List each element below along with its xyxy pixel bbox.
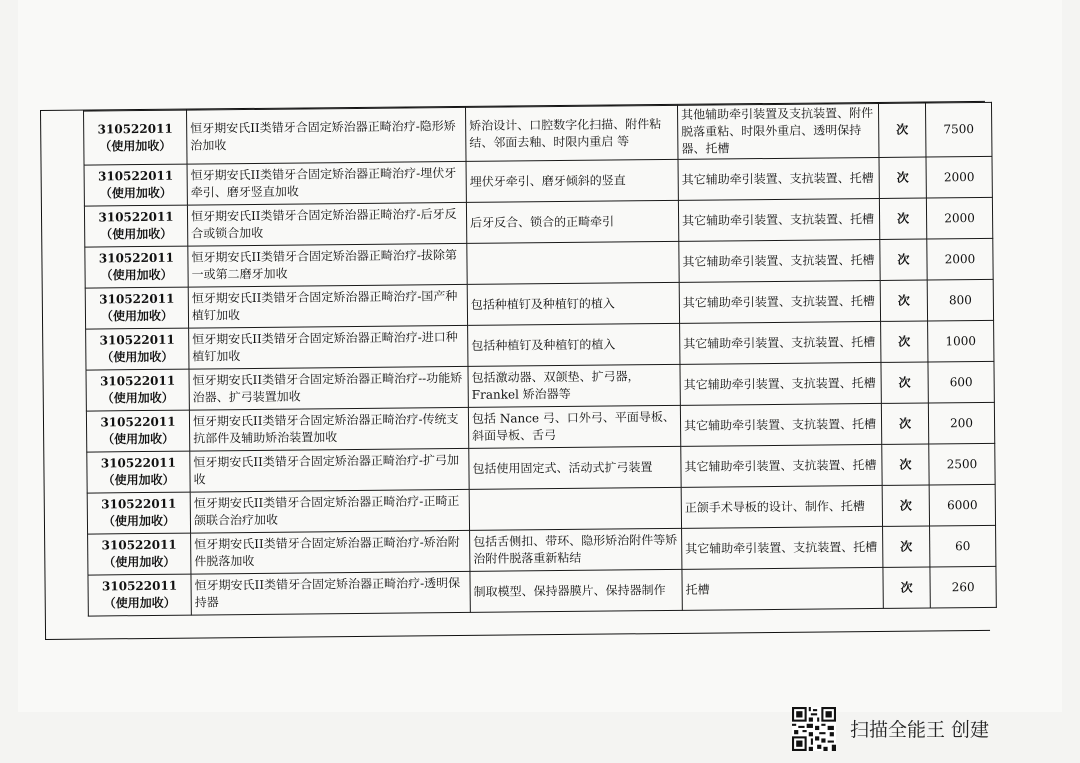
- cell-price: 7500: [925, 102, 992, 157]
- cell-name: 恒牙期安氏II类错牙合固定矫治器正畸治疗--功能矫治器、扩弓装置加收: [189, 366, 468, 410]
- cell-content: 埋伏牙牵引、磨牙倾斜的竖直: [466, 159, 678, 202]
- cell-unit: 次: [880, 239, 927, 280]
- cell-name: 恒牙期安氏II类错牙合固定矫治器正畸治疗-拔除第一或第二磨牙加收: [188, 243, 467, 287]
- cell-content: 包括激动器、双颌垫、扩弓器，Frankel 矫治器等: [468, 364, 680, 407]
- cell-price: 60: [930, 525, 996, 567]
- cell-content: 包括使用固定式、活动式扩弓装置: [469, 446, 681, 489]
- cell-excluded: 托槽: [682, 567, 883, 610]
- cell-name: 恒牙期安氏II类错牙合固定矫治器正畸治疗-进口种植钉加收: [189, 325, 468, 369]
- cell-name: 恒牙期安氏II类错牙合固定矫治器正畸治疗-透明保持器: [191, 571, 470, 615]
- fee-table: [83, 102, 997, 617]
- cell-content: [467, 241, 679, 284]
- cell-content: 包括 Nance 弓、口外弓、平面导板、斜面导板、舌弓: [468, 405, 680, 448]
- cell-unit: 次: [879, 198, 926, 239]
- cell-excluded: 其他辅助牵引装置及支抗装置、附件脱落重粘、时限外重启、透明保持器、托槽: [677, 103, 879, 159]
- cell-price: 2000: [926, 156, 992, 198]
- cell-content: [469, 487, 681, 530]
- cell-name: 恒牙期安氏II类错牙合固定矫治器正畸治疗-扩弓加收: [190, 448, 469, 492]
- scanner-app-label: 扫描全能王 创建: [850, 719, 990, 741]
- cell-code: 310522011（使用加收）: [86, 410, 189, 452]
- cell-unit: 次: [881, 362, 928, 403]
- cell-code: 310522011（使用加收）: [85, 287, 188, 329]
- cell-name: 恒牙期安氏II类错牙合固定矫治器正畸治疗-埋伏牙牵引、磨牙竖直加收: [187, 161, 466, 205]
- qr-code-icon: [792, 707, 836, 751]
- cell-unit: 次: [878, 103, 926, 157]
- cell-code: 310522011（使用加收）: [86, 369, 189, 411]
- cell-content: 矫治设计、口腔数字化扫描、附件粘结、邻面去釉、时限内重启 等: [465, 105, 678, 161]
- cell-code: 310522011（使用加收）: [87, 492, 190, 534]
- cell-code: 310522011（使用加收）: [88, 574, 191, 616]
- cell-name: 恒牙期安氏II类错牙合固定矫治器正畸治疗-国产种植钉加收: [188, 284, 467, 328]
- cell-unit: 次: [883, 526, 930, 567]
- cell-excluded: 其它辅助牵引装置、支抗装置、托槽: [680, 403, 881, 446]
- cell-name: 恒牙期安氏II类错牙合固定矫治器正畸治疗-隐形矫治加收: [187, 107, 467, 164]
- cell-content: 制取模型、保持器膜片、保持器制作: [470, 569, 682, 612]
- cell-code: 310522011（使用加收）: [87, 451, 190, 493]
- cell-excluded: 其它辅助牵引装置、支抗装置、托槽: [680, 321, 881, 364]
- cell-content: 包括舌侧扣、带环、隐形矫治附件等矫治附件脱落重新粘结: [470, 528, 682, 571]
- cell-excluded: 正颌手术导板的设计、制作、托槽: [681, 485, 882, 528]
- cell-excluded: 其它辅助牵引装置、支抗装置、托槽: [681, 444, 882, 487]
- cell-code: 310522011（使用加收）: [84, 164, 187, 206]
- cell-price: 6000: [929, 484, 995, 526]
- fee-table-frame: [40, 101, 990, 640]
- cell-excluded: 其它辅助牵引装置、支抗装置、托槽: [680, 362, 881, 405]
- cell-name: 恒牙期安氏II类错牙合固定矫治器正畸治疗-矫治附件脱落加收: [191, 530, 470, 574]
- cell-code: 310522011（使用加收）: [88, 533, 191, 575]
- cell-unit: 次: [879, 157, 926, 198]
- cell-content: 后牙反合、锁合的正畸牵引: [466, 200, 678, 243]
- cell-name: 恒牙期安氏II类错牙合固定矫治器正畸治疗-后牙反合或锁合加收: [187, 202, 466, 246]
- cell-price: 1000: [928, 320, 994, 362]
- cell-price: 600: [928, 361, 994, 403]
- cell-price: 200: [928, 402, 994, 444]
- table-row: [84, 102, 992, 165]
- cell-code: 310522011（使用加收）: [84, 110, 188, 165]
- cell-content: 包括种植钉及种植钉的植入: [468, 323, 680, 366]
- cell-unit: 次: [880, 280, 927, 321]
- cell-price: 800: [927, 279, 993, 321]
- cell-price: 2000: [927, 238, 993, 280]
- cell-unit: 次: [882, 485, 929, 526]
- cell-code: 310522011（使用加收）: [84, 205, 187, 247]
- cell-name: 恒牙期安氏II类错牙合固定矫治器正畸治疗-正畸正颌联合治疗加收: [190, 489, 469, 533]
- cell-content: 包括种植钉及种植钉的植入: [467, 282, 679, 325]
- cell-unit: 次: [881, 321, 928, 362]
- cell-code: 310522011（使用加收）: [86, 328, 189, 370]
- cell-price: 260: [930, 566, 996, 608]
- table-row: [88, 566, 996, 616]
- scanner-watermark: [792, 705, 1022, 751]
- cell-unit: 次: [883, 567, 930, 608]
- cell-price: 2500: [929, 443, 995, 485]
- cell-excluded: 其它辅助牵引装置、支抗装置、托槽: [679, 239, 880, 282]
- table-body: [84, 102, 997, 616]
- cell-excluded: 其它辅助牵引装置、支抗装置、托槽: [678, 157, 879, 200]
- cell-name: 恒牙期安氏II类错牙合固定矫治器正畸治疗-传统支抗部件及辅助矫治装置加收: [189, 407, 468, 451]
- cell-price: 2000: [926, 197, 992, 239]
- cell-code: 310522011（使用加收）: [85, 246, 188, 288]
- cell-excluded: 其它辅助牵引装置、支抗装置、托槽: [682, 526, 883, 569]
- cell-excluded: 其它辅助牵引装置、支抗装置、托槽: [678, 198, 879, 241]
- cell-unit: 次: [881, 403, 928, 444]
- cell-unit: 次: [882, 444, 929, 485]
- cell-excluded: 其它辅助牵引装置、支抗装置、托槽: [679, 280, 880, 323]
